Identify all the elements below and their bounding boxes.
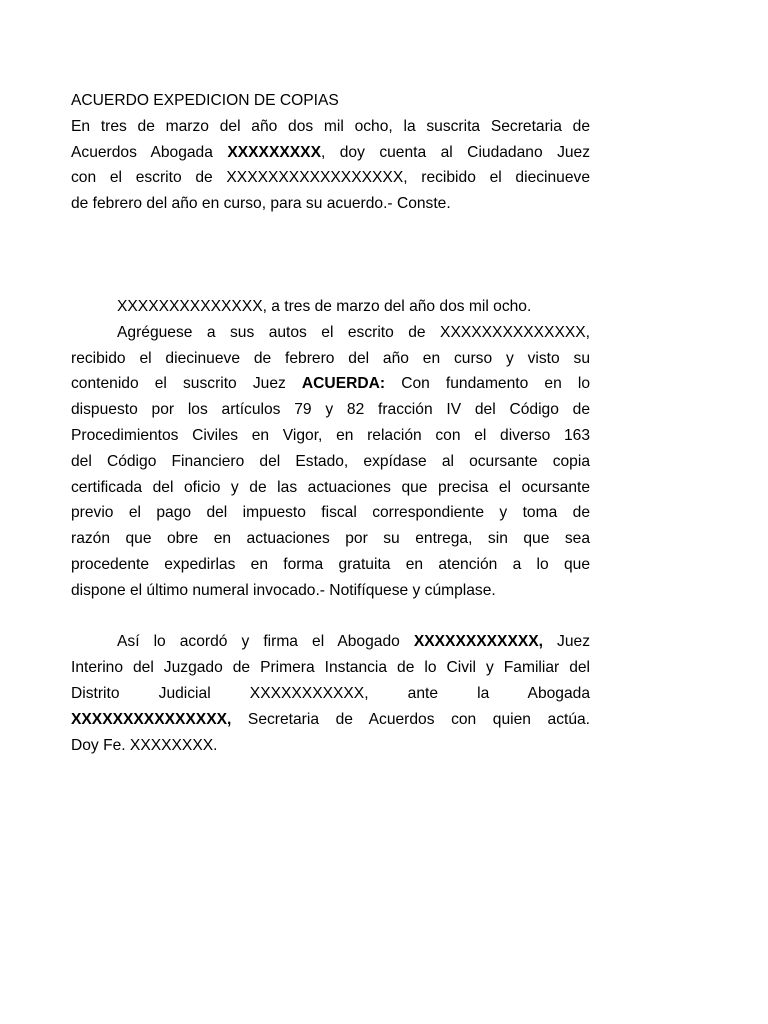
closing-line-4-tail: Secretaria de Acuerdos con quien actúa.	[231, 710, 590, 728]
resolution-line-3-tail: Con fundamento en lo	[385, 375, 590, 393]
resolution-line-11: dispone el último numeral invocado.- Notifíquese y cúmplase.	[71, 581, 496, 599]
closing-line-3: Distrito Judicial XXXXXXXXXXX, ante la Abogada	[71, 684, 590, 702]
resolution-paragraph	[71, 294, 590, 604]
closing-paragraph	[71, 629, 590, 758]
judge-name-redacted: XXXXXXXXXXXX,	[413, 633, 543, 651]
resolution-line-1: Agréguese a sus autos el escrito de XXXXXXXXXXXXXX,	[117, 323, 590, 341]
closing-line-1	[71, 629, 590, 655]
spacer	[71, 604, 590, 630]
date-line: XXXXXXXXXXXXXX, a tres de marzo del año dos mil ocho.	[117, 297, 532, 315]
intro-paragraph	[71, 114, 590, 217]
closing-line-5: Doy Fe. XXXXXXXX.	[71, 736, 218, 754]
closing-line-1-text: Así lo acordó y firma el Abogado	[117, 633, 414, 651]
intro-line-2-tail: , doy cuenta al Ciudadano Juez	[320, 143, 591, 161]
resolution-line-10: procedente expedirlas en forma gratuita en atención a lo que	[71, 555, 590, 573]
intro-line-1: En tres de marzo del año dos mil ocho, la suscrita Secretaria de	[71, 117, 590, 135]
resolution-line-3	[71, 371, 590, 397]
resolution-line-9: razón que obre en actuaciones por su entrega, sin que sea	[71, 530, 590, 548]
intro-line-2-text: Acuerdos Abogada	[71, 143, 228, 161]
resolution-line-8: previo el pago del impuesto fiscal correspondiente y toma de	[71, 504, 590, 522]
resolution-line-7: certificada del oficio y de las actuaciones que precisa el ocursante	[71, 478, 590, 496]
intro-line-3: con el escrito de XXXXXXXXXXXXXXXXX, recibido el diecinueve	[71, 169, 590, 187]
resolution-line-6: del Código Financiero del Estado, expídase al ocursante copia	[71, 452, 590, 470]
intro-line-2	[71, 140, 590, 166]
secretary-name-redacted-2: XXXXXXXXXXXXXXX,	[71, 710, 232, 728]
resolution-line-2: recibido el diecinueve de febrero del año en curso y visto su	[71, 349, 590, 367]
resolution-line-4: dispuesto por los artículos 79 y 82 fracción IV del Código de	[71, 401, 590, 419]
secretary-name-redacted: XXXXXXXXX	[227, 143, 321, 161]
closing-line-2: Interino del Juzgado de Primera Instancia de lo Civil y Familiar del	[71, 659, 590, 677]
resolution-line-3-text: contenido el suscrito Juez	[71, 375, 302, 393]
closing-line-4	[71, 707, 590, 733]
document-title: ACUERDO EXPEDICION DE COPIAS	[71, 92, 339, 109]
document-page	[71, 88, 590, 758]
acuerda-keyword: ACUERDA:	[301, 375, 386, 393]
intro-line-4: de febrero del año en curso, para su acuerdo.- Conste.	[71, 195, 451, 213]
spacer	[71, 217, 590, 294]
closing-line-1-tail: Juez	[543, 633, 590, 651]
resolution-line-5: Procedimientos Civiles en Vigor, en relación con el diverso 163	[71, 426, 590, 444]
